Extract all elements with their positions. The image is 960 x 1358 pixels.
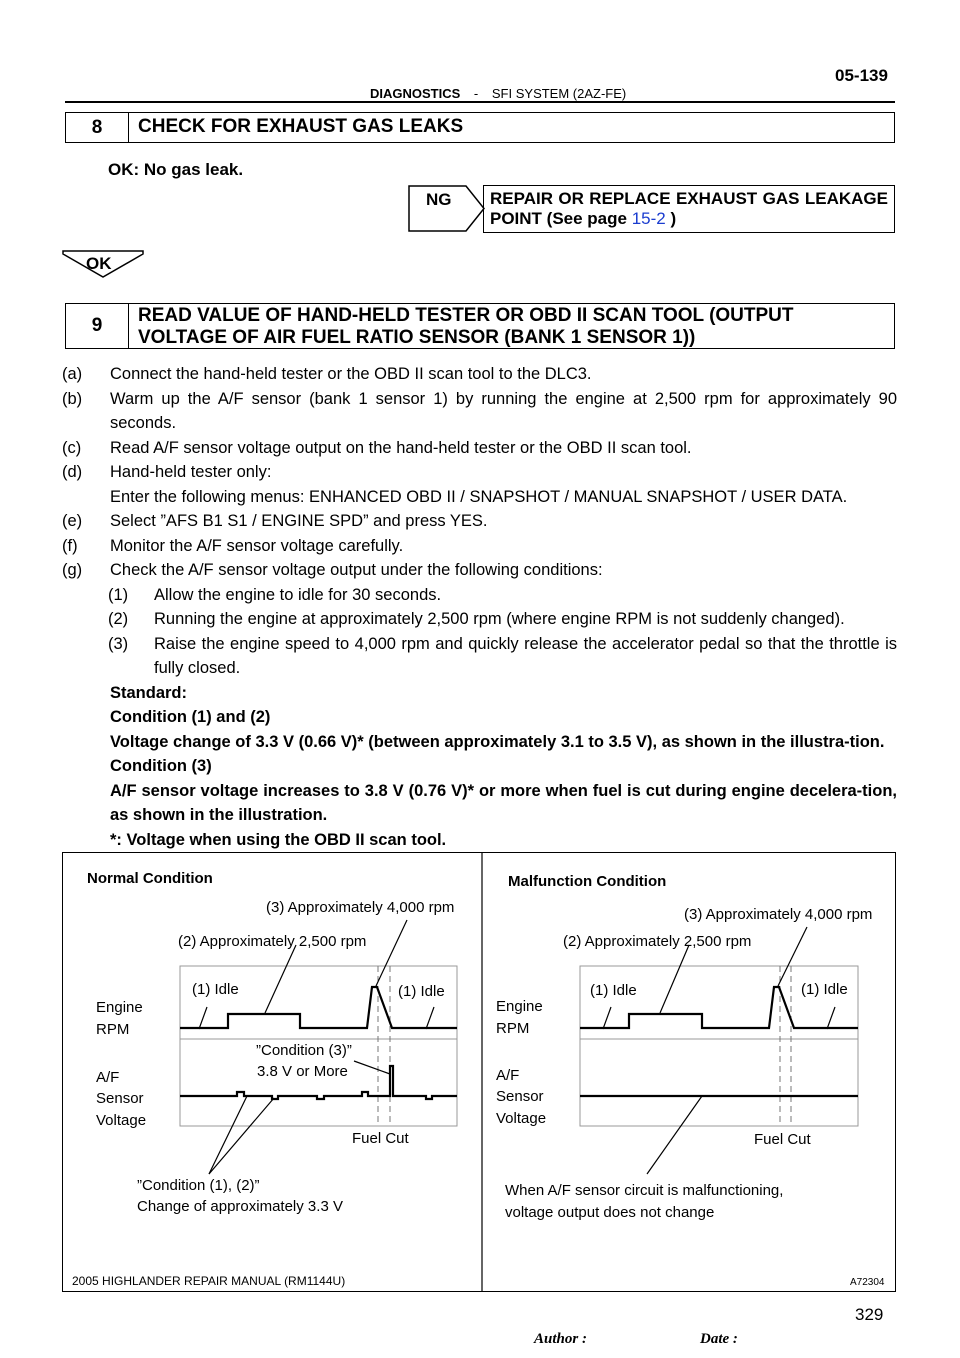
list-item: (f) Monitor the A/F sensor voltage carefully. xyxy=(62,536,404,555)
ng-label: NG xyxy=(426,190,452,209)
ok-condition: OK: No gas leak. xyxy=(108,160,244,179)
standard-block: Standard: Condition (1) and (2) Voltage change of 3.3 V (0.66 V)* (between approximately 3.1 to 3.5 V), as shown in the illustra-tion. Condition (3) A/F sensor voltage increases to 3.8 V (0.76 V)* or more when fuel is cut during engine decelera-tion, as shown in the illustration. *: Voltage when using the OBD II scan tool. xyxy=(110,683,897,849)
step-9-number: 9 xyxy=(66,304,129,348)
date-label: Date : xyxy=(700,1331,738,1347)
manual-title: 2005 HIGHLANDER REPAIR MANUAL (RM1144U) xyxy=(72,1274,346,1288)
ok-label: OK xyxy=(86,254,112,273)
list-item: (d) Hand-held tester only: xyxy=(62,463,272,481)
malfunction-2500-label: (2) Approximately 2,500 rpm xyxy=(563,933,752,950)
malfunction-fuel-cut: Fuel Cut xyxy=(754,1131,811,1148)
normal-fuel-cut: Fuel Cut xyxy=(352,1130,409,1147)
normal-4000-label: (3) Approximately 4,000 rpm xyxy=(266,899,455,916)
malfunction-rpm-label: RPM xyxy=(496,1020,530,1037)
step-9-box xyxy=(65,303,895,349)
sub-item: (2) Running the engine at approximately 2,500 rpm (where engine RPM is not suddenly changed). xyxy=(108,610,845,628)
step-9-title: READ VALUE OF HAND-HELD TESTER OR OBD II SCAN TOOL (OUTPUT VOLTAGE OF AIR FUEL RATIO SENSOR (BANK 1 SENSOR 1)) xyxy=(138,305,794,348)
header-rule xyxy=(65,101,895,103)
list-item: (b) Warm up the A/F sensor (bank 1 sensor 1) by running the engine at 2,500 rpm for approximately 90 seconds. xyxy=(62,389,897,432)
normal-voltage-label: Voltage xyxy=(96,1112,147,1129)
normal-idle-left: (1) Idle xyxy=(192,981,239,998)
normal-title: Normal Condition xyxy=(87,870,213,887)
sub-item: (1) Allow the engine to idle for 30 seconds. xyxy=(108,585,442,604)
page-code: 05-139 xyxy=(835,66,888,85)
list-item: (g) Check the A/F sensor voltage output under the following conditions: xyxy=(62,561,603,579)
page-number: 329 xyxy=(855,1305,884,1324)
malfunction-note-line2: voltage output does not change xyxy=(505,1204,715,1221)
normal-af-label: A/F xyxy=(96,1069,120,1086)
normal-cond3-line1: ”Condition (3)” xyxy=(256,1042,352,1059)
normal-2500-label: (2) Approximately 2,500 rpm xyxy=(178,933,367,950)
normal-rpm-label: RPM xyxy=(96,1021,130,1038)
list-item: (e) Select ”AFS B1 S1 / ENGINE SPD” and press YES. xyxy=(62,512,488,530)
malfunction-idle-left: (1) Idle xyxy=(590,982,637,999)
ng-action-box xyxy=(483,185,895,233)
figure-id: A72304 xyxy=(850,1277,885,1288)
normal-engine-label: Engine xyxy=(96,999,143,1016)
page-link[interactable]: 15-2 xyxy=(631,209,666,228)
normal-cond12-line1: ”Condition (1), (2)” xyxy=(137,1177,260,1194)
procedure-list xyxy=(62,362,897,852)
step-8-title: CHECK FOR EXHAUST GAS LEAKS xyxy=(138,116,464,137)
malfunction-graph xyxy=(580,927,858,1174)
malfunction-voltage-label: Voltage xyxy=(496,1110,547,1127)
malfunction-engine-label: Engine xyxy=(496,998,543,1015)
normal-cond3-line2: 3.8 V or More xyxy=(257,1063,348,1080)
malfunction-idle-right: (1) Idle xyxy=(801,981,848,998)
list-item: Enter the following menus: ENHANCED OBD II / SNAPSHOT / MANUAL SNAPSHOT / USER DATA. xyxy=(110,487,848,506)
header-section: DIAGNOSTICS - SFI SYSTEM (2AZ-FE) xyxy=(370,86,627,101)
normal-idle-right: (1) Idle xyxy=(398,983,445,1000)
normal-sensor-label: Sensor xyxy=(96,1090,144,1107)
step-8-box xyxy=(65,112,895,143)
malfunction-af-label: A/F xyxy=(496,1067,520,1084)
malfunction-title: Malfunction Condition xyxy=(508,873,667,890)
step-8-number: 8 xyxy=(66,113,129,142)
author-label: Author : xyxy=(534,1331,587,1347)
malfunction-4000-label: (3) Approximately 4,000 rpm xyxy=(684,906,873,923)
ng-action-text: REPAIR OR REPLACE EXHAUST GAS LEAKAGE POINT (See page 15-2 ) xyxy=(490,189,888,228)
malfunction-note-line1: When A/F sensor circuit is malfunctioning, xyxy=(505,1182,784,1199)
list-item: (a) Connect the hand-held tester or the OBD II scan tool to the DLC3. xyxy=(62,365,592,383)
normal-cond12-line2: Change of approximately 3.3 V xyxy=(137,1198,343,1215)
sub-item: (3) Raise the engine speed to 4,000 rpm and quickly release the accelerator pedal so that the throttle is fully closed. xyxy=(108,634,897,677)
list-item: (c) Read A/F sensor voltage output on the hand-held tester or the OBD II scan tool. xyxy=(62,438,692,457)
malfunction-sensor-label: Sensor xyxy=(496,1088,544,1105)
